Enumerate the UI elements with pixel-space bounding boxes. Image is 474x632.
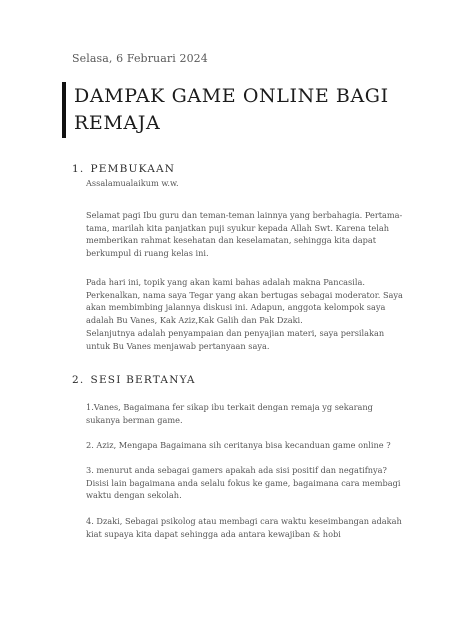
opening-paragraph-3: Selanjutnya adalah penyampaian dan penyajian materi, saya persilakan untuk Bu Vanes menjawab pertanyaan saya. (86, 328, 385, 351)
question-1: 1.Vanes, Bagaimana fer sikap ibu terkait dengan remaja yg sekarang sukanya berman game. (86, 402, 373, 425)
opening-paragraph-2: Pada hari ini, topik yang akan kami bahas adalah makna Pancasila. Perkenalkan, nama saya Tegar yang akan bertugas sebagai moderator. Saya akan membimbing jalannya diskusi ini. Adapun, anggota kelompok saya adalah Bu Vanes, Kak Aziz,Kak Galih dan Pak Dzaki. (86, 277, 403, 325)
document-date: Selasa, 6 Februari 2024 (72, 52, 208, 65)
section-number: 1. (72, 163, 85, 175)
title-line-1: DAMPAK GAME ONLINE BAGI (74, 85, 389, 107)
question-4: 4. Dzaki, Sebagai psikolog atau membagi cara waktu keseimbangan adakah kiat supaya kita dapat sehingga ada antara kewajiban & hobi (86, 516, 402, 539)
greeting-text: Assalamualaikum w.w. (86, 178, 179, 188)
question-2: 2. Aziz, Mengapa Bagaimana sih ceritanya bisa kecanduan game online ? (86, 440, 391, 450)
opening-paragraph-1: Selamat pagi Ibu guru dan teman-teman lainnya yang berbahagia. Pertama-tama, marilah kita panjatkan puji syukur kepada Allah Swt. Karena telah memberikan rahmat kesehatan dan keselamatan, sehingga kita dapat berkumpul di ruang kelas ini. (86, 210, 403, 258)
section-number: 2. (72, 374, 85, 386)
document-title (62, 82, 404, 138)
question-3: 3. menurut anda sebagai gamers apakah ada sisi positif dan negatifnya? Disisi lain bagaimana anda selalu fokus ke game, bagaimana cara membagi waktu dengan sekolah. (86, 465, 401, 501)
section-heading-pembukaan (72, 163, 175, 175)
section-title: PEMBUKAAN (90, 163, 176, 175)
section-title: SESI BERTANYA (90, 374, 196, 386)
title-line-2: REMAJA (74, 112, 161, 134)
section-heading-sesi-bertanya (72, 374, 196, 386)
